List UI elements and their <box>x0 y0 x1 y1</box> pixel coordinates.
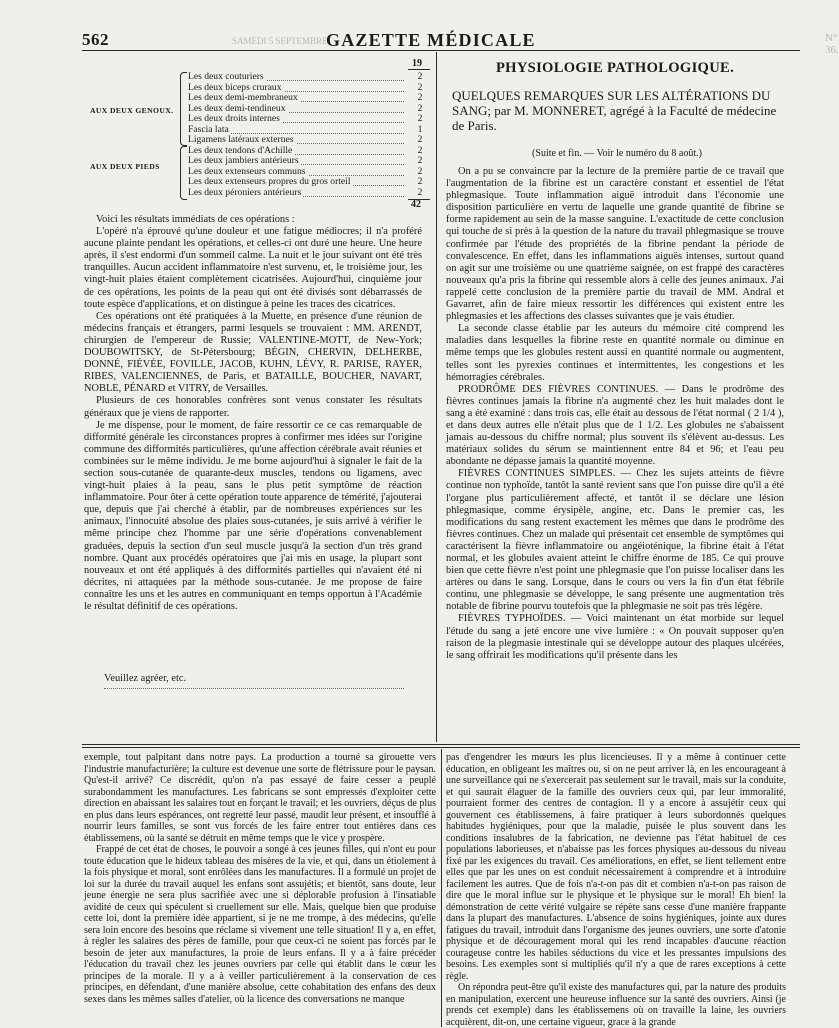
paragraph: Je me dispense, pour le moment, de faire ressortir ce ce cas remarquable de difformité générale les circonstances propres à confirmer mes idées sur l'origine commune des difformités particulières, qu'une affection cérébrale avait réunies et combinées sur le même individu. Je me borne aujourd'hui à signaler le fait de la section sous-cutanée de quarante-deux muscles, tendons ou ligamens, avec vingt-huit plaies à la peau, sans le plus petit symptôme de réaction inflammatoire. Pour ôter à cette opération toute apparence de témérité, j'ajouterai que, depuis que j'ai cherché à établir, par de nombreuses expériences sur les animaux, l'innocuité absolue des plaies sous-cutanées, je suis arrivé à vérifier le même principe chez l'homme par une série d'opérations convenablement graduées, depuis la section d'un seul muscle jusqu'à la section d'un très grand nombre. Quant aux procédés opératoires que j'ai mis en usage, la plupart sont nouveaux et ont été appliqués à des difformités partielles qui n'avaient été ni décrites, ni attaquées par la méthode sous-cutanée. Je me propose de faire connaître les uns et les autres en communiquant en temps opportun à l'Académie le résultat définitif de ces opérations. <box>84 419 422 612</box>
paragraph: Frappé de cet état de choses, le pouvoir a songé à ces jeunes filles, qui n'ont eu pour toute éducation que le hideux tableau des misères de la vie, et qui, dans un étiolement à la fois physique et moral, sont enrôlées dans les manufactures. Il a formulé un projet de loi sur la durée du travail auquel les enfans sont assujétis; et bientôt, sans doute, leur jeune énergie ne sera plus sacrifiée avec une si déplorable profusion à l'insatiable avidité de ceux qui spéculent si cruellement sur elle. Mais, quelque bien que produise cette loi, dont la première idée appartient, si je ne me trompe, à des médecins, qu'elle sera loin encore des besoins que réclame si vivement une telle situation! Il y a, en effet, à régler les salaires des pères de famille, pour que ceux-ci ne soient pas forcés par le besoin de jeter aux manufactures, la proie de leurs enfans. Il y a à faire précéder l'éducation du travail chez les jeunes ouvriers par celle qui établit dans le cœur les principes de la morale. Il y a à veiller particulièrement à la conservation de ces principes, en défendant, d'une manière absolue, cette cohabitation des enfans des deux sexes dans les mêmes salles d'atelier, où la licence des conversations ne manque <box>84 844 436 1005</box>
paragraph: L'opéré n'a éprouvé qu'une douleur et une fatigue médiocres; il n'a proféré aucune plainte pendant les opérations, et celles-ci ont duré une heure. Une heure après, il s'est endormi d'un sommeil calme. La nuit et le jour suivant ont été très tranquilles. Aucun accident inflammatoire n'est survenu, et, le troisième jour, les vingt-huit plaies étaient complètement cicatrisées. Aujourd'hui, cinquième jour de ces opérations, les points de la peau qui ont été divisés sont débarrassés de toute espèce d'applications, et on distingue à peine les traces des cicatrices. <box>84 226 422 310</box>
brace-feet <box>180 146 187 200</box>
left-column-text <box>84 214 422 613</box>
region-label-feet: AUX DEUX PIEDS <box>90 162 160 171</box>
continuation-note: (Suite et fin. — Voir le numéro du 8 août.) <box>532 148 702 159</box>
paragraph: PRODRÔME DES FIÈVRES CONTINUES. — Dans le prodrôme des fièvres continues jamais la fibrine n'a augmenté chez les huit malades dont le sang a été examiné : dans trois cas, elle était au dessous de l'état normal ( 2 1/4 ), et dans deux autres elle n'était plus que de 1 1/2. Les globules ne s'abaissent jamais au-dessous du chiffre normal; plus souvent ils s'élèvent au-dessus. Les matériaux solides du sérum se maintiennent entre 84 et 96; et l'eau peu abondante ne dépasse jamais la quantité moyenne. <box>446 383 784 468</box>
column-divider <box>436 52 437 742</box>
feuilleton-left-text <box>84 752 436 1005</box>
paragraph: Plusieurs de ces honorables confrères sont venus constater les résultats généraux que je viens de rapporter. <box>84 395 422 419</box>
paragraph: FIÈVRES CONTINUES SIMPLES. — Chez les sujets atteints de fièvre continue non typhoïde, tantôt la santé revient sans que l'on puisse dire qu'il a été l'organe plus particulièrement affecté, et tantôt il se déclare une lésion phlegmasique, comme érysipèle, angine, etc. Dans le premier cas, les modifications du sang restent exactement les mêmes que dans le prodrôme des fièvres continues. Chez un malade qui présentait cet ensemble de symptômes qui caractérisent la fièvre inflammatoire ou angéioténique, la fibrine était à l'état normal, et les globules avaient atteint le chiffre énorme de 185. Ce qui prouve bien que cette fièvre n'est point une phlegmasie que l'on puisse localiser dans les artères ou dans le sang. Lorsque, dans le cours ou vers la fin d'un état fébrile continu, une phlegmasie se développe, le sang présente une augmentation très notable de fibrine pourvu toutefois que la phlegmasie ne soit pas très légère. <box>446 468 784 613</box>
paragraph: pas d'engendrer les mœurs les plus licencieuses. Il y a même à continuer cette éducation, en obligeant les maîtres ou, si on ne peut arriver là, en les encourageant à une surveillance qui ne s'exercerait pas seulement sur le travail, mais sur la conduite, et qui saurait élaguer de la famille des ouvriers ceux qui, par leur immoralité, pourraient former des centres de contagion. Il y a encore à assujétir ceux qui gouvernent ces établissemens, à faire pratiquer à leurs subordonnés quelques habitudes hygiéniques, pour que la maladie, puisée le plus souvent dans les conditions insalubres de la fabrication, ne devienne pas l'état habituel de ces populations laborieuses, et n'abaisse pas les forces physiques au-dessous du niveau fixé par les exigences du travail. Ces améliorations, en effet, se lient tellement entre elles que par les unes on est conduit nécessairement à comprendre et à introduire facilement les autres. Que de fois n'a-t-on pas dit et combien n'a-t-on pas raison de dire que le moral influe sur le physique et le physique sur le moral! Eh bien! la démonstration de cette vérité vulgaire se répète sans cesse d'une manière frappante dans la plupart des manufactures. L'absence de soins hygiéniques, jointe aux dures fatigues du travail, introduit dans l'organisme des jeunes ouvriers, une sorte d'atonie physique et de découragement moral qui les rend incapables d'aucune réaction courageuse contre les habiles séductions du vice et les pressantes impulsions des besoins. Les exemples sont si multipliés qu'il n'y a que de rares exceptions à cette règle. <box>446 752 786 982</box>
masthead-title: GAZETTE MÉDICALE <box>326 30 536 50</box>
bleed-through-text: SAMEDI 5 SEPTEMBRE <box>232 36 328 46</box>
right-column-text <box>446 166 784 662</box>
brace-knees <box>180 72 187 146</box>
section-title: PHYSIOLOGIE PATHOLOGIQUE. <box>495 60 735 76</box>
paragraph: Voici les résultats immédiats de ces opérations : <box>96 214 295 225</box>
bleed-through-issue: N° 36. <box>825 32 839 56</box>
closing-rule <box>104 688 404 689</box>
header-rule <box>82 50 800 51</box>
sum-rule-top <box>408 69 430 70</box>
feuilleton-rule <box>82 744 800 745</box>
paragraph: exemple, tout palpitant dans notre pays. La production a tourné sa girouette vers l'industrie manufacturière; la culture est devenue une sorte de flétrissure pour le paysan. Qu'est-il arrivé? Ce discrédit, qu'on n'a pas essayé de faire cesser a peuplé surabondamment les manufactures. Les fabricans se sont empressés d'exploiter cette direction en abaissant les salaires tout en forçant le travail; et les ouvriers, déçus de plus en plus dans leurs espérances, ont regretté leur passé, maudit leur présent, et insoufflé à nourrir leurs familles, se sont vus forcés de les faire entrer tout entières dans ces établissemens, où la santé se détruit en même temps que le vice y prospère. <box>84 752 436 844</box>
paragraph: Ces opérations ont été pratiquées à la Muette, en présence d'une réunion de médecins français et étrangers, parmi lesquels se trouvaient : MM. ARENDT, chirurgien de l'empereur de Russie; VALENTINE-MOTT, de New-York; DOUBOWITSKY, de St-Pétersbourg; BÉGIN, CHERVIN, DELHERBE, DONNÉ, FIÉVÉE, FOVILLE, JACOB, KUHN, LÉVY, R. PARISE, RAYER, RIBES, VALENCIENNES, de Paris, et BATAILLE, BOUCHER, NAVART, NOBLE, PÉNARD et VITRY, de Versailles. <box>84 310 422 395</box>
region-label-knees: AUX DEUX GENOUX. <box>90 106 174 115</box>
feuilleton-right-text <box>446 752 786 1028</box>
feuilleton-rule-double <box>82 747 800 748</box>
muscle-section-table: 19 AUX DEUX GENOUX. Les deux couturiers 2 Les deux biceps cruraux 2 Les deux demi-membraneux 2 Les deux demi-tendineux 2 Les deux droits internes 2 Fascia lata 1 Ligamens latéraux externes 2 AUX DEUX PIEDS Les deux tendons d'Achille 2 Les deux jambiers antérieurs 2 Les deux extenseurs communs 2 Les deux extenseurs propres du gros orteil 2 Les deux péroniers antérieurs 2 42 <box>84 58 430 208</box>
paragraph: FIÈVRES TYPHOÏDES. — Voici maintenant un état morbide sur lequel l'étude du sang a jeté encore une vive lumière : « On pouvait supposer qu'en raison de la plegmasie intestinale qui se développe autour des plaques ulcérées, le sang offrirait les modifications qu'il présente dans les <box>446 613 784 661</box>
table-grand-total: 42 <box>411 199 421 210</box>
article-title: QUELQUES REMARQUES SUR LES ALTÉRATIONS DU SANG; par M. MONNERET, agrégé à la Faculté de médecine de Paris. <box>452 88 777 133</box>
closing-salutation: Veuillez agréer, etc. <box>104 673 187 684</box>
paragraph: On répondra peut-être qu'il existe des manufactures qui, par la nature des produits en manipulation, exercent une heureuse influence sur la santé des ouvriers. Ainsi (je prends cet exemple) dans les établissemens où on travaille la laine, les ouvriers acquièrent, dit-on, une certaine vigueur, grace à la grande <box>446 982 786 1028</box>
page-number: 562 <box>82 30 109 49</box>
table-carry-total: 19 <box>412 58 422 69</box>
paragraph: On a pu se convaincre par la lecture de la première partie de ce travail que l'augmentation de la fibrine est un caractère constant et essentiel de l'état phlegmasique. Toute inflammation aiguë introduit dans l'économie une disposition particulière en vertu de laquelle une grande quantité de fibrine se forme rapidement au sein de la masse sanguine. L'exactitude de cette conclusion qui touche de si près à la question de la nature du travail phlegmasique se trouve confirmée par l'étude des propriétés de la fibrine pendant la période de convalescence. En effet, dans les inflammations aiguës intenses, surtout quand on agit sur une troisième ou une quatrième saignée, on est frappé des caractères nouveaux qu'a pris la fibrine qui ressemble alors à celle des jeunes animaux. J'ai rappelé cette conclusion de la première partie du travail de MM. Andral et Gavarret, afin de faire mieux ressortir les différences qui existent entre les phlegmasies et les affections des classes suivantes que je vais étudier. <box>446 166 784 323</box>
feuilleton-divider <box>441 749 442 1027</box>
paragraph: La seconde classe établie par les auteurs du mémoire cité comprend les maladies dans lesquelles la fibrine reste en quantité normale ou diminue en même temps que les globules restent aussi en quantité normale ou augmentent, telles sont les pyrexies continues et intermittentes, les congestions et les hémorragies cérébrales. <box>446 323 784 383</box>
